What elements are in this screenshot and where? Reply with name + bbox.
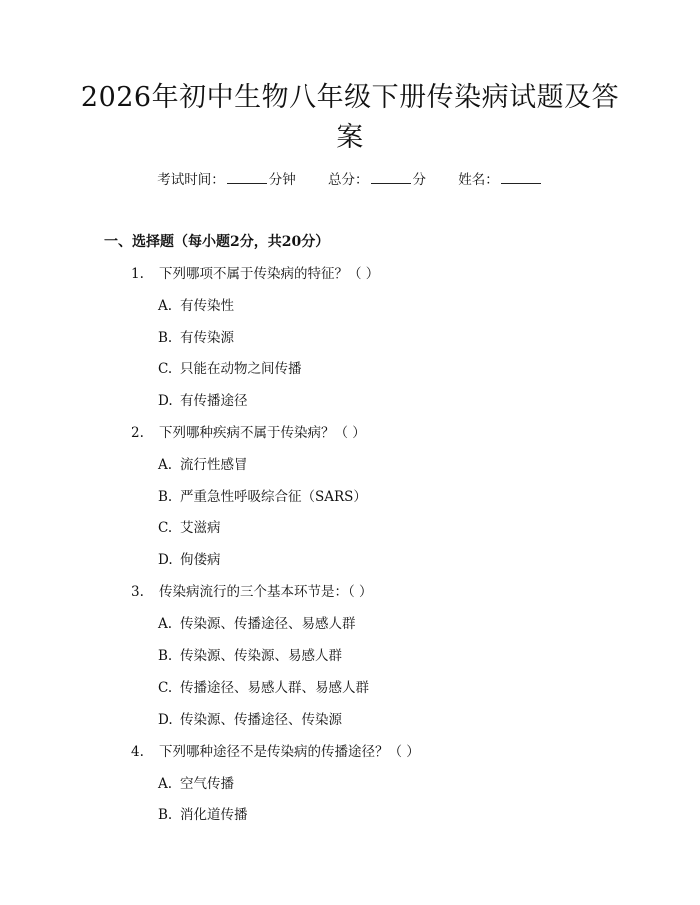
question-4-option-b [158,803,248,823]
option-letter: C. [158,361,173,377]
question-text: 下列哪种途径不是传染病的传播途径？（ ） [159,744,420,760]
option-letter: B. [158,330,173,346]
question-number: 2. [131,425,144,441]
option-text: 有传播途径 [180,393,248,409]
question-3-option-d [158,708,342,728]
option-text: 传染源、传播途径、易感人群 [180,616,356,632]
option-text: 传染源、传播途径、传染源 [180,712,342,728]
exam-time-blank [227,182,267,184]
question-text: 下列哪种疾病不属于传染病？（ ） [159,425,366,441]
exam-info-line [0,168,700,188]
page-title: 2026年初中生物八年级下册传染病试题及答案 [80,82,620,153]
option-text: 有传染性 [180,298,234,314]
exam-time-field [157,168,296,188]
exam-time-unit: 分钟 [268,172,296,188]
option-text: 空气传播 [180,776,234,792]
total-score-blank [371,182,411,184]
section-heading: 一、选择题（每小题2分，共20分） [104,234,330,250]
question-2-option-c [158,516,221,536]
name-blank [501,182,541,184]
question-number: 3. [131,584,144,600]
name-label: 姓名： [458,172,499,188]
question-2 [131,421,366,441]
total-score-label: 总分： [328,172,369,188]
question-3-option-b [158,644,342,664]
option-letter: A. [158,298,173,314]
option-letter: A. [158,776,173,792]
question-text: 下列哪项不属于传染病的特征？（ ） [159,266,380,282]
total-score-unit: 分 [412,172,426,188]
option-text: 消化道传播 [180,807,248,823]
question-2-option-d [158,548,221,568]
option-text: 有传染源 [180,330,234,346]
exam-time-label: 考试时间： [157,172,225,188]
option-text: 传播途径、易感人群、易感人群 [180,680,369,696]
question-number: 1. [131,266,144,282]
question-1 [131,262,379,282]
total-score-field [328,168,426,188]
option-letter: D. [158,393,173,409]
option-text: 只能在动物之间传播 [180,361,302,377]
option-letter: B. [158,489,173,505]
option-letter: C. [158,520,173,536]
question-1-option-b [158,326,234,346]
option-letter: D. [158,552,173,568]
question-text: 传染病流行的三个基本环节是：（ ） [159,584,373,600]
option-text: 严重急性呼吸综合征（SARS） [180,489,367,505]
option-text: 佝偻病 [180,552,221,568]
option-letter: B. [158,807,173,823]
question-4 [131,740,420,760]
question-1-option-d [158,389,248,409]
question-2-option-b [158,485,367,505]
option-text: 艾滋病 [180,520,221,536]
question-number: 4. [131,744,144,760]
question-3-option-a [158,612,356,632]
option-letter: A. [158,616,173,632]
name-field [458,168,543,188]
option-letter: A. [158,457,173,473]
option-letter: B. [158,648,173,664]
question-4-option-a [158,772,234,792]
option-letter: C. [158,680,173,696]
question-1-option-a [158,294,234,314]
question-3-option-c [158,676,369,696]
option-text: 传染源、传染源、易感人群 [180,648,342,664]
question-1-option-c [158,357,302,377]
question-3 [131,580,373,600]
option-letter: D. [158,712,173,728]
option-text: 流行性感冒 [180,457,248,473]
question-2-option-a [158,453,248,473]
